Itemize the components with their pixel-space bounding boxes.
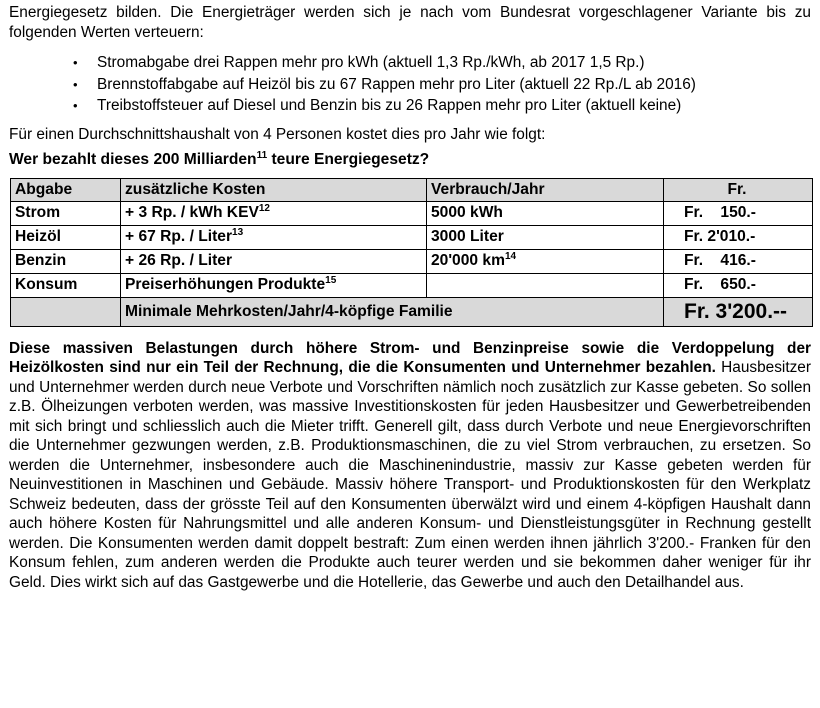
cell-kosten: Preiserhöhungen Produkte$^{15}$ xyxy=(121,273,427,297)
bullet-icon: • xyxy=(73,76,78,92)
footnote-ref: 13 xyxy=(232,226,244,238)
list-item-text: Brennstoffabgabe auf Heizöl bis zu 67 Rappen mehr pro Liter (aktuell 22 Rp./L ab 2016) xyxy=(97,75,696,93)
list-item xyxy=(73,74,811,96)
table-row xyxy=(11,201,813,225)
cell-fr: Fr. 650.- xyxy=(664,273,813,297)
cell-kosten: + 3 Rp. / kWh KEV$^{12}$ xyxy=(121,201,427,225)
cell-verbrauch xyxy=(427,273,664,297)
heading-text-end: teure Energiegesetz? xyxy=(267,151,430,168)
bullet-icon: • xyxy=(73,98,78,113)
cost-table xyxy=(10,178,813,327)
footnote-ref: 11 xyxy=(256,149,268,161)
footnote-ref: 14 xyxy=(504,250,517,262)
body-bold-lead: Diese massiven Belastungen durch höhere Strom- und Benzinpreise sowie die Verdoppelung der Heizölkosten sind nur ein Teil der Rechnung, die die Konsumenten und Unternehmer bezahlen. xyxy=(9,339,811,376)
table-row xyxy=(11,273,813,297)
price-increase-list xyxy=(9,52,811,117)
column-header-abgabe: Abgabe xyxy=(11,178,121,201)
column-header-fr: Fr. xyxy=(664,178,813,201)
list-item-text: Treibstoffsteuer auf Diesel und Benzin bis zu 26 Rappen mehr pro Liter (aktuell keine) xyxy=(97,97,682,114)
column-header-verbrauch: Verbrauch/Jahr xyxy=(427,178,664,201)
heading-text: Wer bezahlt dieses 200 Milliarden xyxy=(9,151,257,168)
column-header-kosten: zusätzliche Kosten xyxy=(121,178,427,201)
body-text: Hausbesitzer und Unternehmer werden durch neue Verbote und Vorschriften nämlich noch zusätzlich zur Kasse gebeten. So sollen z.B. Ölheizungen verboten werden, was massive Investitionskosten für jeden Hausbesitzer und Gewerbetreibenden mit sich bringt und schliesslich auch die Mieter trifft. Generell gilt, dass durch Verbote und neue Energievorschriften die Unternehmer gezwungen werden, z.B. Produktionsmaschinen, die zu viel Strom verbrauchen, zu ersetzen. So werden die Unternehmer, insbesondere auch die Maschinenindustrie, massiv zur Kasse gebeten werden für Neuinvestitionen in Maschinen und Gebäude. Massiv höhere Transport- und Produktionskosten für den Werkplatz Schweiz bedeuten, dass der grösste Teil auf den Konsumenten überwälzt wird und einem 4-köpfigen Haushalt dann auch höhere Kosten für Nahrungsmittel und alle anderen Konsum- und Dienstleistungsgüter in Rechnung gestellt werden. Die Konsumenten werden damit doppelt bestraft: Zum einen werden ihnen jährlich 3'200.- Franken für den Konsum fehlen, zum anderen werden die Produkte auch teurer werden und sie bekommen daher weniger für ihr Geld. Dies wirkt sich auf das Gastgewerbe und die Hotellerie, das Gewerbe und auch den Detailhandel aus. xyxy=(9,359,811,591)
total-amount: Fr. 3'200.-- xyxy=(664,297,813,326)
list-item-text: Stromabgabe drei Rappen mehr pro kWh (aktuell 1,3 Rp./kWh, ab 2017 1,5 Rp.) xyxy=(97,54,645,71)
cell-kosten: + 67 Rp. / Liter$^{13}$ xyxy=(121,225,427,249)
list-item xyxy=(73,52,811,74)
cell-abgabe: Konsum xyxy=(11,273,121,297)
table-header-row xyxy=(11,178,813,201)
cell-kosten: + 26 Rp. / Liter xyxy=(121,249,427,273)
cell-fr: Fr. 416.- xyxy=(664,249,813,273)
intro-paragraph: Energiegesetz bilden. Die Energieträger werden sich je nach vom Bundesrat vorgeschlagener Variante bis zu folgenden Werten verteuern: xyxy=(9,4,811,41)
table-total-row xyxy=(11,297,813,326)
bullet-icon: • xyxy=(73,55,78,70)
household-paragraph: Für einen Durchschnittshaushalt von 4 Personen kostet dies pro Jahr wie folgt: xyxy=(9,125,546,143)
body-paragraph xyxy=(9,339,811,593)
table-row xyxy=(11,225,813,249)
cell-fr: Fr. 2'010.- xyxy=(664,225,813,249)
cell-abgabe: Strom xyxy=(11,201,121,225)
cell-abgabe: Benzin xyxy=(11,249,121,273)
footnote-ref: 12 xyxy=(258,202,270,214)
footnote-ref: 15 xyxy=(325,274,337,286)
cell-fr: Fr. 150.- xyxy=(664,201,813,225)
cell-verbrauch: 20'000 $km^{14}$ xyxy=(427,249,664,273)
cell-abgabe: Heizöl xyxy=(11,225,121,249)
table-row xyxy=(11,249,813,273)
cell-empty xyxy=(11,297,121,326)
cell-verbrauch: 5000 kWh xyxy=(427,201,664,225)
total-label: Minimale Mehrkosten/Jahr/4-köpfige Familie xyxy=(121,297,664,326)
list-item xyxy=(73,95,811,117)
cell-verbrauch: 3000 Liter xyxy=(427,225,664,249)
section-heading xyxy=(9,150,811,170)
